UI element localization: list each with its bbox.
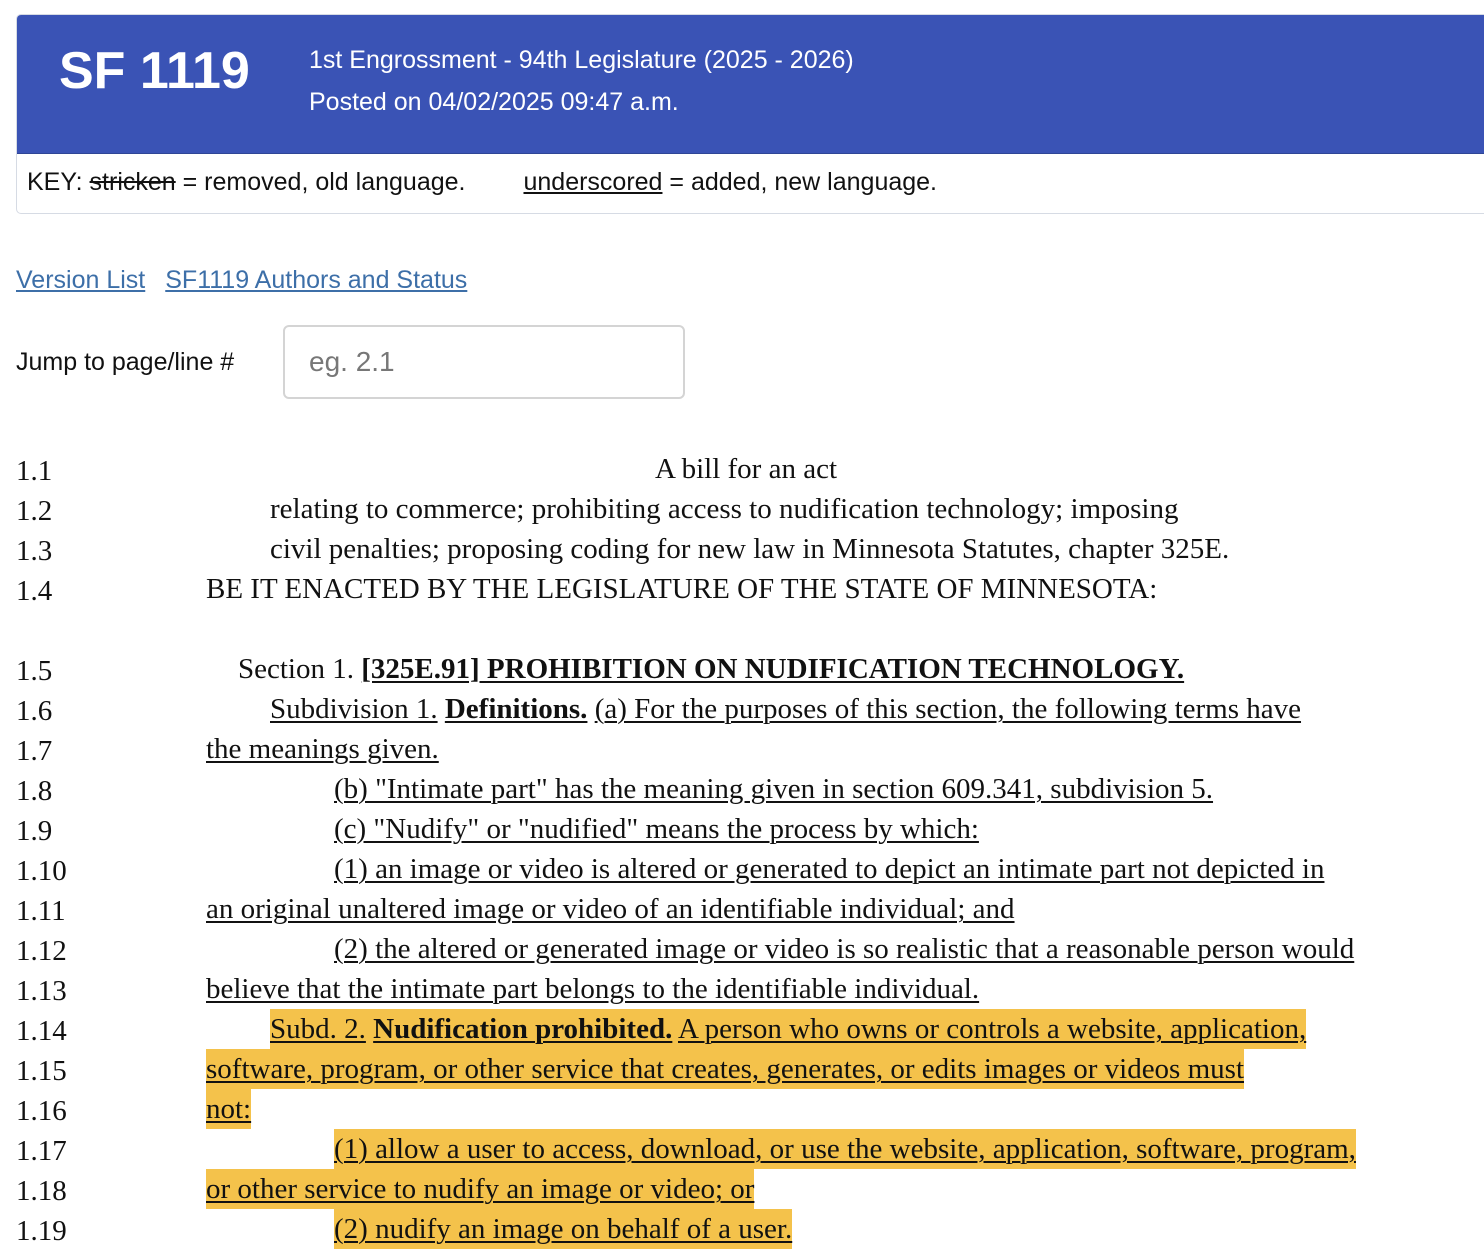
- subdivision-label: Subd. 2.: [270, 1013, 366, 1045]
- highlighted-text: (1) allow a user to access, download, or use the website, application, software, program,: [334, 1129, 1356, 1169]
- line-number: 1.5: [16, 655, 53, 687]
- line-text: (2) the altered or generated image or video is so realistic that a reasonable person would: [334, 933, 1355, 965]
- line-number: 1.19: [16, 1215, 67, 1247]
- line-number: 1.7: [16, 735, 53, 767]
- bill-line: [0, 929, 1484, 969]
- line-text: (1) an image or video is altered or generated to depict an intimate part not depicted in: [334, 853, 1325, 885]
- line-number: 1.2: [16, 495, 53, 527]
- bill-line-highlighted: [0, 1089, 1484, 1129]
- posted-date: Posted on 04/02/2025 09:47 a.m.: [309, 88, 679, 116]
- highlighted-text: [270, 1009, 1306, 1049]
- bill-line: [0, 689, 1484, 729]
- line-number: 1.3: [16, 535, 53, 567]
- bill-line: [0, 449, 1484, 489]
- key-underscored-sample: underscored: [523, 168, 663, 196]
- bill-line-highlighted: [0, 1049, 1484, 1089]
- line-text: A bill for an act: [655, 453, 838, 485]
- line-number: 1.1: [16, 455, 53, 487]
- authors-status-link[interactable]: SF1119 Authors and Status: [165, 266, 468, 294]
- bill-line: [0, 769, 1484, 809]
- jump-label: Jump to page/line #: [16, 348, 235, 376]
- bill-line: [0, 889, 1484, 929]
- line-number: 1.11: [16, 895, 66, 927]
- line-number: 1.17: [16, 1135, 67, 1167]
- blank-line: [0, 609, 1484, 649]
- line-number: 1.13: [16, 975, 67, 1007]
- section-title: [325E.91] PROHIBITION ON NUDIFICATION TECHNOLOGY.: [361, 653, 1185, 685]
- line-text: BE IT ENACTED BY THE LEGISLATURE OF THE STATE OF MINNESOTA:: [206, 573, 1158, 605]
- bill-line-highlighted: [0, 1009, 1484, 1049]
- key-prefix: KEY:: [27, 168, 90, 196]
- line-number: 1.18: [16, 1175, 67, 1207]
- bill-line-highlighted: [0, 1169, 1484, 1209]
- key-legend: [27, 168, 937, 197]
- highlighted-text: not:: [206, 1089, 251, 1129]
- key-stricken-sample: stricken: [89, 168, 176, 196]
- section-label: Section 1.: [238, 653, 362, 685]
- key-underscored-desc: = added, new language.: [662, 168, 938, 196]
- line-text: an original unaltered image or video of an identifiable individual; and: [206, 893, 1015, 925]
- bill-header-card: [16, 14, 1484, 214]
- line-number: 1.10: [16, 855, 67, 887]
- subdivision-title: Nudification prohibited.: [373, 1013, 673, 1045]
- bill-line: [0, 649, 1484, 689]
- bill-line: [0, 969, 1484, 1009]
- bill-line: [0, 809, 1484, 849]
- version-list-link[interactable]: Version List: [16, 266, 146, 294]
- line-number: 1.4: [16, 575, 53, 607]
- bill-links: [16, 266, 467, 295]
- highlighted-text: or other service to nudify an image or video; or: [206, 1169, 754, 1209]
- line-number: 1.15: [16, 1055, 67, 1087]
- line-text: (b) "Intimate part" has the meaning given in section 609.341, subdivision 5.: [334, 773, 1214, 805]
- line-number: 1.8: [16, 775, 53, 807]
- bill-text: [0, 449, 1484, 1249]
- bill-line: [0, 849, 1484, 889]
- bill-line-highlighted: [0, 1209, 1484, 1249]
- key-stricken-desc: = removed, old language.: [175, 168, 466, 196]
- line-text: the meanings given.: [206, 733, 439, 765]
- section-heading: [238, 649, 1184, 689]
- bill-line-highlighted: [0, 1129, 1484, 1169]
- bill-id: SF 1119: [59, 42, 250, 100]
- subdivision-title: Definitions.: [444, 693, 588, 725]
- line-number: 1.6: [16, 695, 53, 727]
- bill-banner: [17, 15, 1484, 154]
- bill-line: [0, 489, 1484, 529]
- engrossment-info: 1st Engrossment - 94th Legislature (2025 - 2026): [309, 46, 854, 74]
- line-text: believe that the intimate part belongs to the identifiable individual.: [206, 973, 980, 1005]
- line-number: 1.16: [16, 1095, 67, 1127]
- line-number: 1.9: [16, 815, 53, 847]
- highlighted-text: (2) nudify an image on behalf of a user.: [334, 1209, 792, 1249]
- line-text: [270, 689, 1301, 729]
- subdivision-text: A person who owns or controls a website, application,: [678, 1013, 1307, 1045]
- subdivision-label: Subdivision 1.: [270, 693, 438, 725]
- line-text: civil penalties; proposing coding for new law in Minnesota Statutes, chapter 325E.: [270, 533, 1230, 565]
- line-number: 1.12: [16, 935, 67, 967]
- bill-line: [0, 569, 1484, 609]
- subdivision-text: (a) For the purposes of this section, the following terms have: [594, 693, 1302, 725]
- bill-line: [0, 729, 1484, 769]
- line-number: 1.14: [16, 1015, 67, 1047]
- line-text: relating to commerce; prohibiting access to nudification technology; imposing: [270, 493, 1179, 525]
- highlighted-text: software, program, or other service that creates, generates, or edits images or videos must: [206, 1049, 1244, 1089]
- bill-line: [0, 529, 1484, 569]
- line-text: (c) "Nudify" or "nudified" means the process by which:: [334, 813, 979, 845]
- jump-to-line-input[interactable]: [283, 325, 685, 399]
